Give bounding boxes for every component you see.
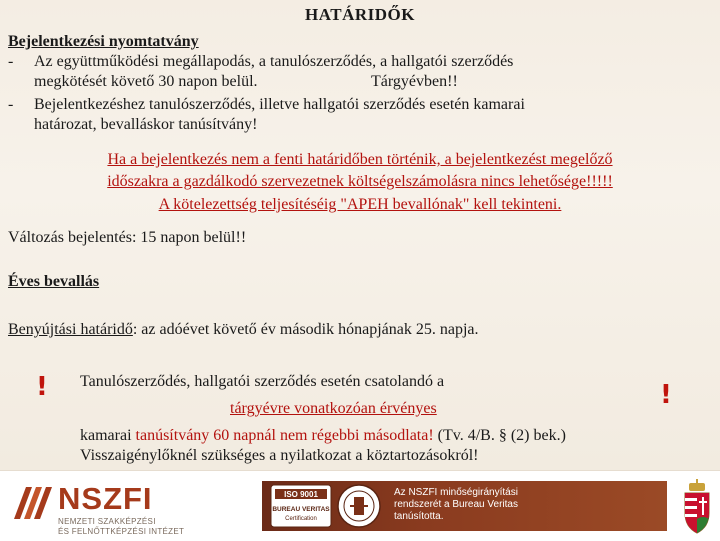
note-line3 [80, 426, 566, 446]
cert-line2: rendszerét a Bureau Veritas [394, 499, 518, 510]
registration-item-line1: Az együttműködési megállapodás, a tanulószerződés, a hallgatói szerződés [34, 53, 514, 70]
note-line2: tárgyévre vonatkozóan érvényes [230, 400, 437, 417]
registration-item-line2: megkötését követő 30 napon belül. [34, 73, 258, 90]
section-heading-registration: Bejelentkezési nyomtatvány [8, 33, 199, 50]
page-title: HATÁRIDŐK [305, 5, 415, 24]
certification-banner [262, 481, 667, 531]
annual-deadline [8, 320, 479, 340]
note-line3-highlight: tanúsítvány 60 napnál nem régebbi másodlata! [135, 427, 434, 444]
exclamation-icon: ! [660, 380, 672, 410]
logo-subtitle-2: ÉS FELNŐTTKÉPZÉSI INTÉZET [58, 527, 185, 536]
registration-item2-line2: határozat, bevalláskor tanúsítvány! [34, 116, 258, 133]
bureau-veritas-seal-icon [336, 483, 382, 529]
nszfi-logo-icon [10, 481, 54, 525]
bullet-dash: - [8, 53, 14, 70]
exclamation-icon: ! [36, 372, 48, 402]
warning-line1: Ha a bejelentkezés nem a fenti határidőben történik, a bejelentkezést megelőző [107, 151, 613, 168]
footer-bar [0, 470, 720, 541]
note-line3-prefix: kamarai [80, 427, 136, 444]
certification-text [394, 487, 518, 523]
deadline-text: : az adóévet követő év második hónapjának 25. napja. [132, 321, 479, 338]
warning-line2: időszakra a gazdálkodó szervezetnek költségelszámolásra nincs lehetősége!!!!! [107, 173, 613, 190]
note-line3-reference: (Tv. 4/B. § (2) bek.) [433, 427, 566, 444]
bv-label: BUREAU VERITAS [272, 506, 330, 513]
note-line4: Visszaigénylőknél szükséges a nyilatkozat a köztartozásokról! [80, 447, 479, 464]
hungarian-coat-of-arms-icon [680, 479, 714, 535]
bv-certification: Certification [285, 516, 317, 522]
cert-line1: Az NSZFI minőségirányítási [394, 487, 518, 498]
logo-subtitle-1: NEMZETI SZAKKÉPZÉSI [58, 517, 156, 526]
warning-line3: A kötelezettség teljesítéséig "APEH bevallónak" kell tekinteni. [158, 196, 562, 213]
section-heading-annual: Éves bevallás [8, 273, 100, 290]
note-line1: Tanulószerződés, hallgatói szerződés esetén csatolandó a [80, 373, 445, 390]
bullet-dash: - [8, 96, 14, 113]
deadline-label: Benyújtási határidő [8, 321, 133, 338]
iso-label: ISO 9001 [284, 490, 318, 499]
registration-item2-line1: Bejelentkezéshez tanulószerződés, illetve hallgatói szerződés esetén kamarai [34, 96, 525, 113]
change-report-deadline: Változás bejelentés: 15 napon belül!! [8, 229, 247, 246]
registration-year-note: Tárgyévben!! [371, 73, 458, 90]
cert-line3: tanúsította. [394, 511, 444, 522]
logo-name: NSZFI [58, 481, 153, 516]
iso-badge-icon [270, 484, 332, 528]
